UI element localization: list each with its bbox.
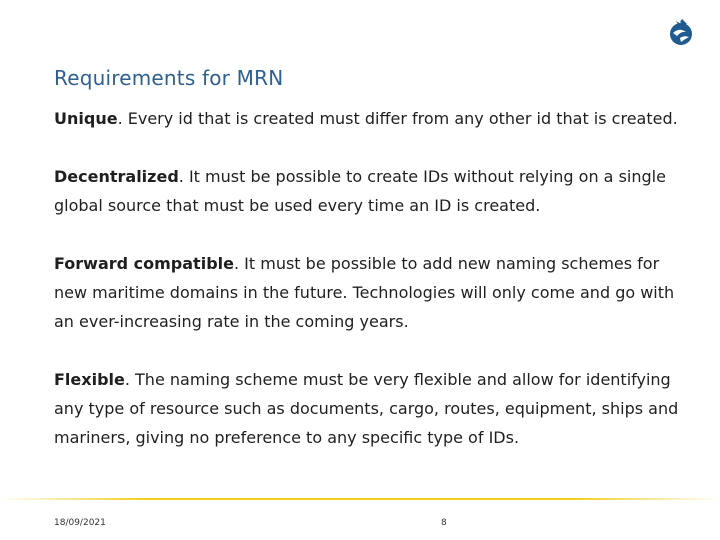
requirement-decentralized: [54, 162, 684, 220]
footer-accent-rule: [0, 497, 720, 501]
requirement-term: Decentralized: [54, 167, 179, 186]
footer-date: 18/09/2021: [54, 518, 106, 528]
requirement-forward-compatible: [54, 249, 684, 336]
requirement-term: Forward compatible: [54, 254, 234, 273]
organization-logo-icon: [668, 17, 694, 47]
requirement-unique: [54, 104, 684, 133]
requirement-text: . It must be possible to create IDs without relying on a single global source that must be used every time an ID is created.: [54, 167, 666, 215]
requirement-text: . It must be possible to add new naming schemes for new maritime domains in the future. Technologies will only come and go with an ever-increasing rate in the coming years.: [54, 254, 675, 331]
page-number: 8: [441, 518, 447, 528]
requirement-text: . The naming scheme must be very flexible and allow for identifying any type of resource such as documents, cargo, routes, equipment, ships and mariners, giving no preference to any specific type of IDs.: [54, 370, 679, 447]
slide-title: Requirements for MRN: [54, 66, 284, 90]
requirement-term: Unique: [54, 109, 118, 128]
requirements-list: [54, 104, 684, 481]
requirement-term: Flexible: [54, 370, 125, 389]
requirement-flexible: [54, 365, 684, 452]
requirement-text: . Every id that is created must differ from any other id that is created.: [117, 109, 678, 128]
